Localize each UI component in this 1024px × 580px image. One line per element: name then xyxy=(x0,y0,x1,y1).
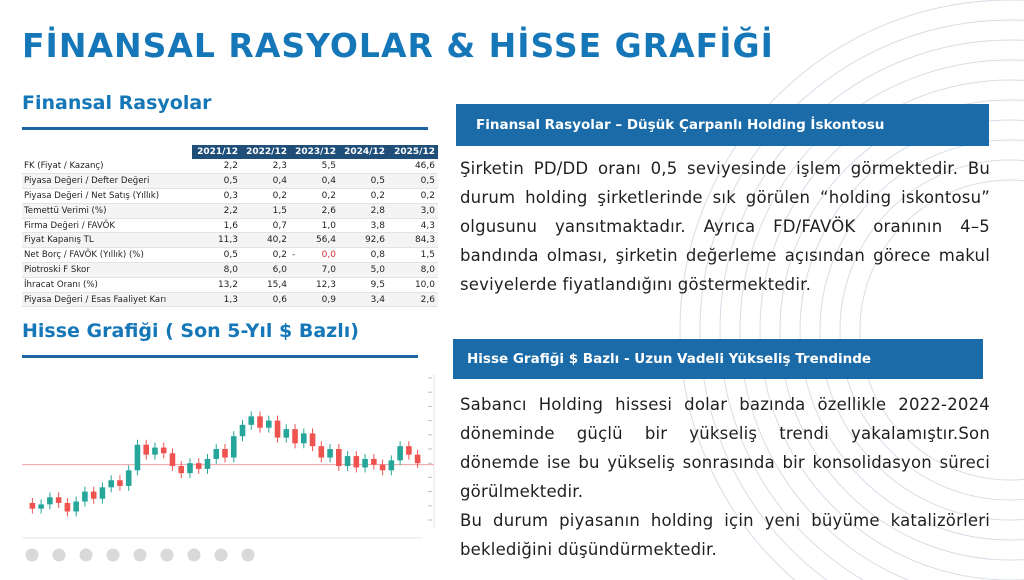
table-cell: 5,5 xyxy=(290,159,339,174)
chart-banner: Hisse Grafiği $ Bazlı - Uzun Vadeli Yükseliş Trendinde xyxy=(453,339,983,379)
table-row xyxy=(22,189,438,204)
table-row xyxy=(22,174,438,189)
candle-body xyxy=(380,465,386,471)
table-cell: 0,4 xyxy=(241,174,290,189)
candle-body xyxy=(406,446,412,455)
table-cell: 2,6 xyxy=(290,203,339,218)
ratios-paragraph: Şirketin PD/DD oranı 0,5 seviyesinde işlem görmektedir. Bu durum holding şirketlerinde sık görülen “holding iskontosu” olgusunu yansıtmaktadır. Ayrıca FD/FAVÖK oranının 4–5 bandında olması, şirketin değerleme açısından görece makul seviyelerde fiyatlandığını göstermektedir. xyxy=(460,159,990,294)
candle-body xyxy=(65,503,71,512)
candle-body xyxy=(222,449,228,458)
chart-paragraph-line-2: Bu durum piyasanın holding için yeni büyüme katalizörleri beklediğini düşündürmektedir. xyxy=(460,511,990,559)
nav-dot xyxy=(242,549,255,562)
candle-body xyxy=(178,466,184,473)
table-cell: 46,6 xyxy=(388,159,438,174)
table-cell: 0,5 xyxy=(388,174,438,189)
candle-body xyxy=(117,480,123,486)
candle-body xyxy=(275,421,281,438)
candle-body xyxy=(345,456,351,466)
table-header-row xyxy=(22,145,438,159)
table-row xyxy=(22,233,438,248)
candle-body xyxy=(205,459,211,469)
table-row xyxy=(22,218,438,233)
table-row xyxy=(22,159,438,174)
table-row xyxy=(22,248,438,263)
table-cell: 0,9 xyxy=(290,292,339,307)
nav-dot xyxy=(188,549,201,562)
table-cell: 10,0 xyxy=(388,277,438,292)
table-cell: 8,0 xyxy=(192,263,241,278)
ratios-table xyxy=(22,145,438,307)
table-header-blank xyxy=(22,145,192,159)
candle-body xyxy=(196,463,202,469)
table-cell xyxy=(290,248,339,263)
table-row xyxy=(22,263,438,278)
row-label: Piyasa Değeri / Defter Değeri xyxy=(22,174,192,189)
candle-body xyxy=(292,429,298,443)
ratios-title-underline xyxy=(22,127,428,130)
page-title: FİNANSAL RASYOLAR & HİSSE GRAFİĞİ xyxy=(22,26,774,65)
table-cell: 2,2 xyxy=(192,203,241,218)
candle-body xyxy=(56,497,62,503)
table-cell: 5,0 xyxy=(339,263,388,278)
table-cell: 7,0 xyxy=(290,263,339,278)
nav-dot xyxy=(161,549,174,562)
table-cell: 0,7 xyxy=(241,218,290,233)
nav-dot xyxy=(215,549,228,562)
table-cell: 0,2 xyxy=(241,189,290,204)
table-cell: 2,8 xyxy=(339,203,388,218)
candle-body xyxy=(266,421,272,428)
table-cell: 0,2 xyxy=(339,189,388,204)
table-row xyxy=(22,277,438,292)
candle-body xyxy=(187,463,193,473)
chart-nav-dots xyxy=(26,549,255,562)
table-cell: 0,3 xyxy=(192,189,241,204)
candle-body xyxy=(135,445,141,471)
row-label: İhracat Oranı (%) xyxy=(22,277,192,292)
table-cell: 3,4 xyxy=(339,292,388,307)
row-label: Temettü Verimi (%) xyxy=(22,203,192,218)
table-header-cell: 2025/12 xyxy=(388,145,438,159)
table-cell: 0,2 xyxy=(241,248,290,263)
chart-title-underline xyxy=(22,355,418,358)
table-cell: 15,4 xyxy=(241,277,290,292)
table-cell: 13,2 xyxy=(192,277,241,292)
nav-dot xyxy=(53,549,66,562)
candle-body xyxy=(126,470,132,486)
table-cell: 0,4 xyxy=(290,174,339,189)
candle-body xyxy=(354,456,360,467)
table-cell: 0,8 xyxy=(339,248,388,263)
table-cell: 0,5 xyxy=(192,174,241,189)
dash-marker: - xyxy=(292,250,296,261)
table-cell: 12,3 xyxy=(290,277,339,292)
table-header-cell: 2024/12 xyxy=(339,145,388,159)
candle-body xyxy=(143,445,149,455)
negative-value: 0,0 xyxy=(321,250,336,261)
table-cell: 0,5 xyxy=(192,248,241,263)
table-cell: 0,5 xyxy=(339,174,388,189)
table-cell: 2,2 xyxy=(192,159,241,174)
nav-dot xyxy=(26,549,39,562)
table-cell: 40,2 xyxy=(241,233,290,248)
candle-body xyxy=(336,449,342,466)
table-cell: 8,0 xyxy=(388,263,438,278)
row-label: Piyasa Değeri / Esas Faaliyet Karı xyxy=(22,292,192,307)
candle-body xyxy=(371,459,377,465)
table-cell: 0,2 xyxy=(290,189,339,204)
table-cell: 6,0 xyxy=(241,263,290,278)
chart-background xyxy=(22,370,438,570)
table-header-cell: 2023/12 xyxy=(290,145,339,159)
row-label: Net Borç / FAVÖK (Yıllık) (%) xyxy=(22,248,192,263)
table-cell: 1,0 xyxy=(290,218,339,233)
table-cell: 1,3 xyxy=(192,292,241,307)
candle-body xyxy=(327,449,333,458)
table-cell: 3,0 xyxy=(388,203,438,218)
table-cell: 1,5 xyxy=(241,203,290,218)
candle-body xyxy=(91,492,97,499)
table-cell: 1,6 xyxy=(192,218,241,233)
table-cell: 2,6 xyxy=(388,292,438,307)
row-label: Piyasa Değeri / Net Satış (Yıllık) xyxy=(22,189,192,204)
table-cell: 2,3 xyxy=(241,159,290,174)
table-cell: 56,4 xyxy=(290,233,339,248)
chart-section-title: Hisse Grafiği ( Son 5-Yıl $ Bazlı) xyxy=(22,320,359,342)
candle-body xyxy=(389,460,395,470)
candle-body xyxy=(100,487,106,498)
table-cell: 92,6 xyxy=(339,233,388,248)
candle-body xyxy=(161,448,167,454)
row-label: Piotroski F Skor xyxy=(22,263,192,278)
nav-dot xyxy=(134,549,147,562)
table-cell: 84,3 xyxy=(388,233,438,248)
table-header-cell: 2021/12 xyxy=(192,145,241,159)
candle-body xyxy=(415,455,421,464)
table-cell: 0,6 xyxy=(241,292,290,307)
ratios-section-title: Finansal Rasyolar xyxy=(22,92,212,114)
chart-paragraph-line-1: Sabancı Holding hissesi dolar bazında özellikle 2022-2024 döneminde güçlü bir yükseliş trendi yakalamıştır.Son dönemde ise bu yükseliş sonrasında bir konsolidasyon süreci görülmektedir. xyxy=(460,395,990,501)
table-row xyxy=(22,292,438,307)
row-label: FK (Fiyat / Kazanç) xyxy=(22,159,192,174)
candle-body xyxy=(310,433,316,446)
row-label: Fiyat Kapanış TL xyxy=(22,233,192,248)
chart-paragraph xyxy=(460,390,990,564)
table-cell: 4,3 xyxy=(388,218,438,233)
candle-body xyxy=(240,425,246,436)
candle-body xyxy=(319,446,325,457)
candle-body xyxy=(231,436,237,457)
candle-body xyxy=(73,502,79,512)
candle-body xyxy=(30,503,36,509)
candle-body xyxy=(108,480,114,487)
stock-chart xyxy=(22,370,438,570)
candle-body xyxy=(82,492,88,502)
candle-body xyxy=(257,416,263,427)
table-row xyxy=(22,203,438,218)
table-cell: 0,2 xyxy=(388,189,438,204)
table-cell: 9,5 xyxy=(339,277,388,292)
candle-body xyxy=(301,433,307,443)
table-cell: 11,3 xyxy=(192,233,241,248)
candlestick-chart-svg xyxy=(22,370,438,570)
nav-dot xyxy=(107,549,120,562)
candle-body xyxy=(213,449,219,459)
nav-dot xyxy=(80,549,93,562)
candle-body xyxy=(152,448,158,455)
candle-body xyxy=(283,429,289,438)
candle-body xyxy=(47,497,53,504)
table-cell: 1,5 xyxy=(388,248,438,263)
ratios-banner: Finansal Rasyolar – Düşük Çarpanlı Holding İskontosu xyxy=(456,104,989,146)
candle-body xyxy=(170,453,176,466)
candle-body xyxy=(397,446,403,460)
candle-body xyxy=(38,504,44,508)
table-cell: 3,8 xyxy=(339,218,388,233)
table-cell xyxy=(339,159,388,174)
candle-body xyxy=(248,416,254,425)
row-label: Firma Değeri / FAVÖK xyxy=(22,218,192,233)
candle-body xyxy=(362,459,368,468)
table-header-cell: 2022/12 xyxy=(241,145,290,159)
